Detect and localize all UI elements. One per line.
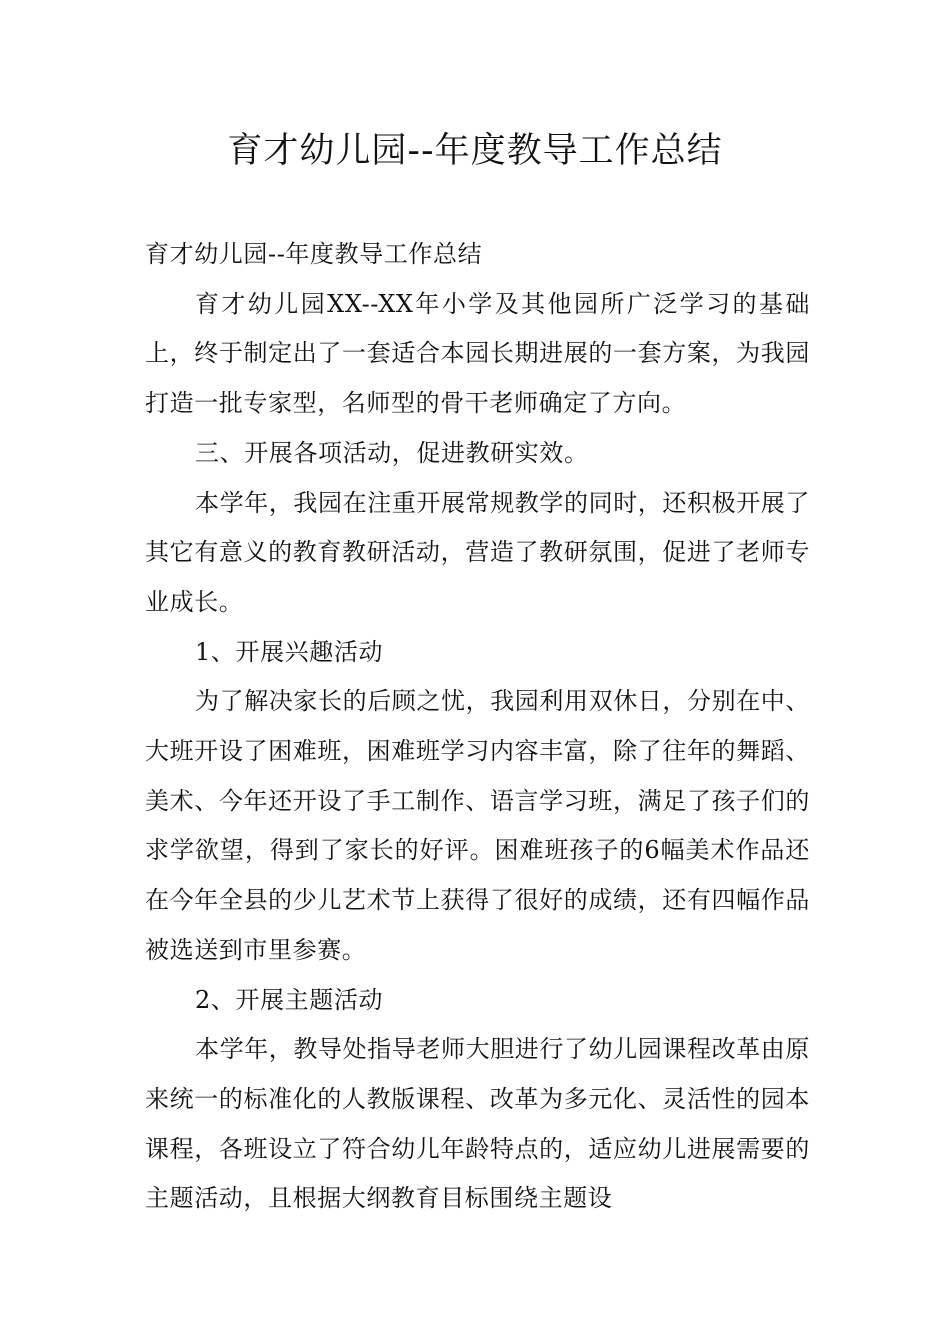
- subtitle-paragraph: 育才幼儿园--年度教导工作总结: [145, 240, 483, 268]
- subsection-heading: 2、开展主题活动: [195, 985, 384, 1014]
- section-heading: 三、开展各项活动，促进教研实效。: [195, 438, 589, 467]
- body-paragraph: 育才幼儿园XX--XX年小学及其他园所广泛学习的基础上，终于制定出了一套适合本园长期进展的一套方案，为我园打造一批专家型，名师型的骨干老师确定了方向。: [145, 289, 810, 418]
- body-paragraph: 为了解决家长的后顾之忧，我园利用双休日，分别在中、大班开设了困难班，困难班学习内容丰富，除了往年的舞蹈、美术、今年还开设了手工制作、语言学习班，满足了孩子们的求学欲望，得到了家长的好评。困难班孩子的6幅美术作品还在今年全县的少儿艺术节上获得了很好的成绩，还有四幅作品被选送到市里参赛。: [145, 687, 810, 964]
- document-body: [145, 230, 810, 1224]
- subsection-heading: 1、开展兴趣活动: [195, 637, 384, 666]
- body-paragraph: 本学年，我园在注重开展常规教学的同时，还积极开展了其它有意义的教育教研活动，营造了教研氛围，促进了老师专业成长。: [145, 488, 810, 616]
- body-paragraph: 本学年，教导处指导老师大胆进行了幼儿园课程改革由原来统一的标准化的人教版课程、改革为多元化、灵活性的园本课程，各班设立了符合幼儿年龄特点的，适应幼儿进展需要的主题活动，且根据大纲教育目标围绕主题设: [145, 1035, 810, 1213]
- document-title: 育才幼儿园--年度教导工作总结: [227, 131, 723, 171]
